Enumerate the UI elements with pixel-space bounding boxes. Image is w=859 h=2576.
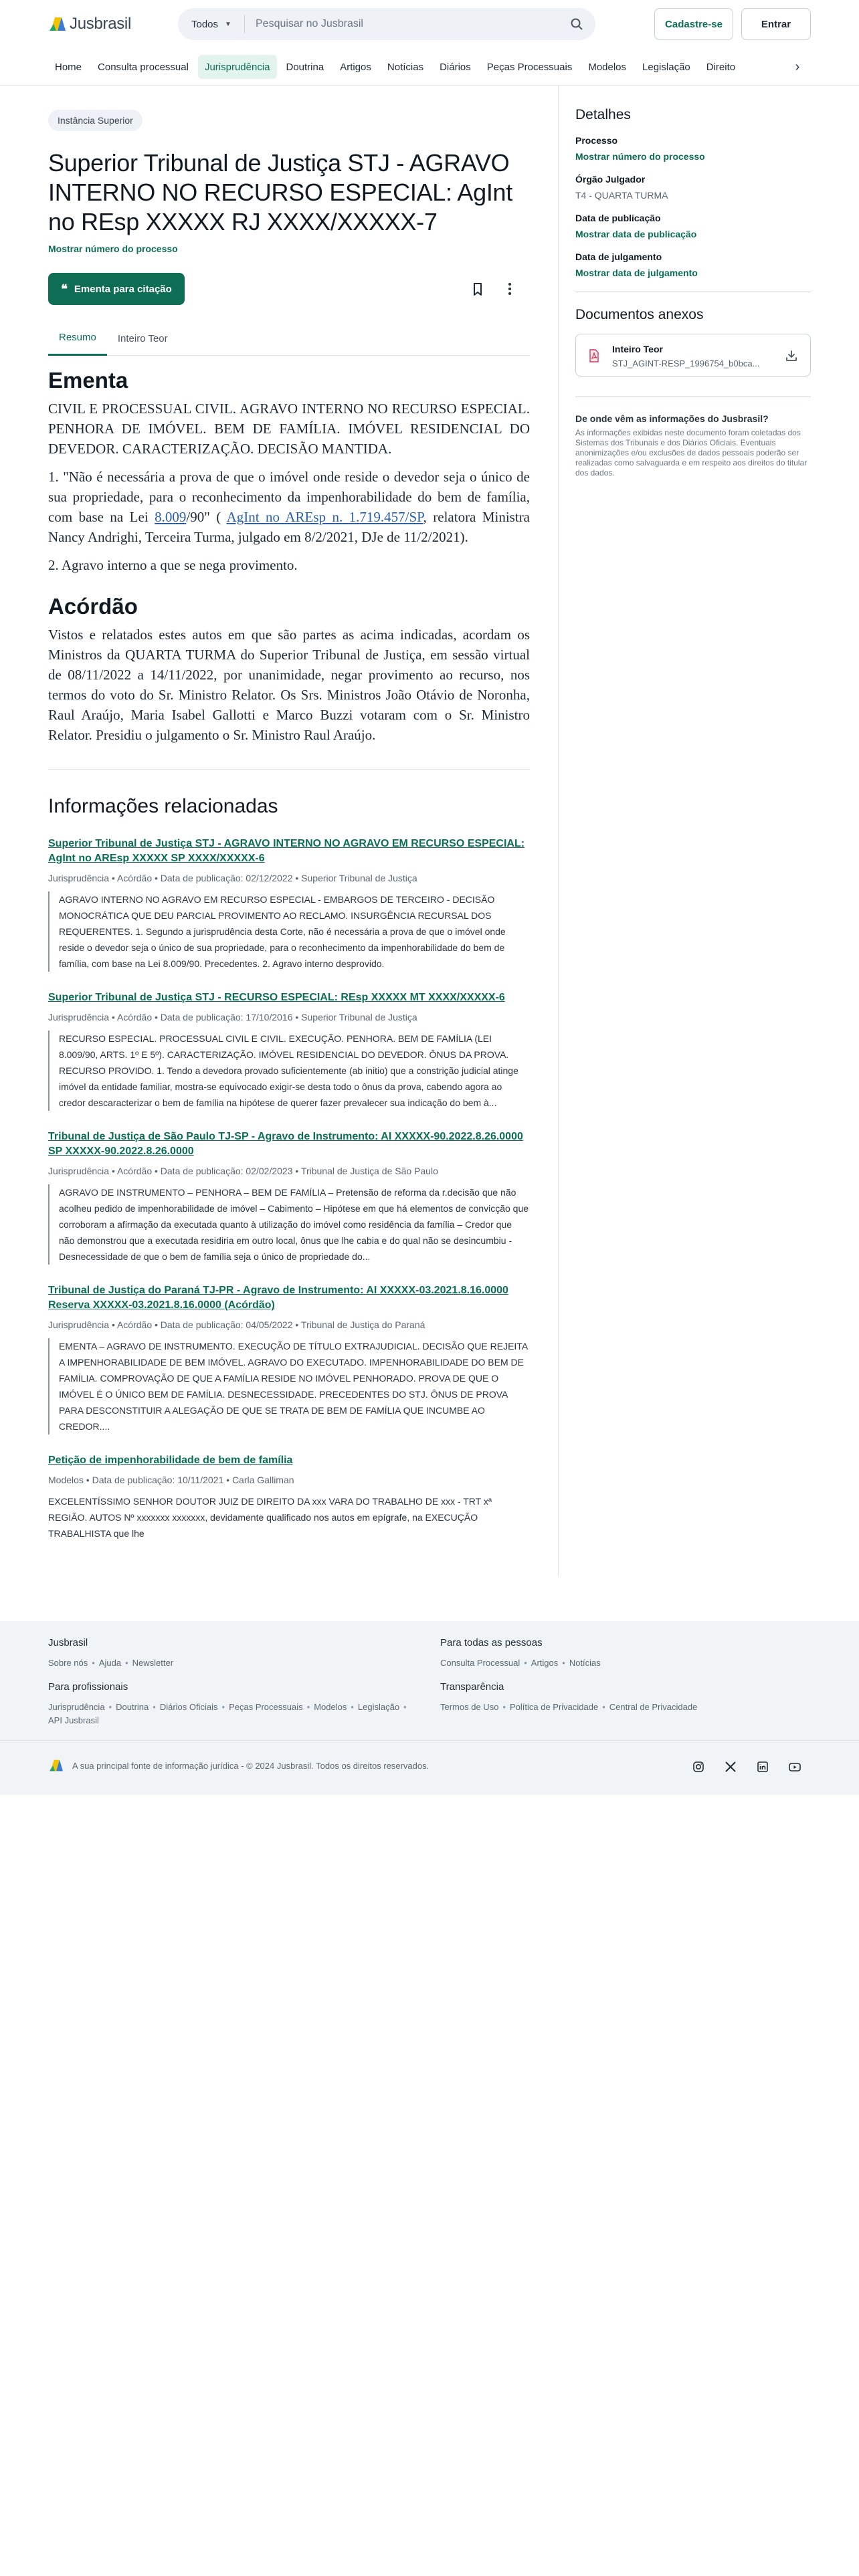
sidebar-show-process-link[interactable]: Mostrar número do processo — [575, 151, 705, 162]
footer-bottom — [48, 1759, 429, 1772]
separator-dot: • — [153, 1702, 156, 1712]
related-item-title[interactable]: Petição de impenhorabilidade de bem de família — [48, 1455, 293, 1466]
related-item-excerpt: EMENTA – AGRAVO DE INSTRUMENTO. EXECUÇÃO DE TÍTULO EXTRAJUDICIAL. DECISÃO QUE REJEITA A IMPENHORABILIDADE DE BEM IMÓVEL. AGRAVO DO EXECUTADO. IMPENHORABILIDADE DO BEM DE FAMÍLIA. COMPROVAÇÃO DE QUE A FAMÍLIA RESIDE NO IMÓVEL PENHORADO. PROVA DE QUE O IMÓVEL É O ÚNICO BEM DE FAMÍLIA. DESNECESSIDADE. PRECEDENTES DO STJ. ÔNUS DE PROVA PARA DESCONSTITUIR A ALEGAÇÃO DE QUE SE TRATA DE BEM DE FAMÍLIA QUE INCUMBE AO CREDOR.... — [48, 1338, 530, 1434]
search-bar — [178, 8, 595, 40]
tab-inteiro-teor[interactable]: Inteiro Teor — [117, 332, 168, 344]
origin-heading: De onde vêm as informações do Jusbrasil? — [575, 413, 769, 424]
footer-link[interactable]: Diários Oficiais — [159, 1702, 218, 1712]
footer-link[interactable]: Política de Privacidade — [509, 1702, 599, 1712]
separator-dot: • — [351, 1702, 354, 1712]
footer-logo-icon — [48, 1759, 64, 1772]
ementa-heading: Ementa — [48, 368, 128, 393]
tab-resumo[interactable]: Resumo — [48, 321, 107, 356]
citation-button-label: Ementa para citação — [74, 283, 172, 295]
related-item-meta: Jurisprudência • Acórdão • Data de publicação: 04/05/2022 • Tribunal de Justiça do Paraná — [48, 1319, 425, 1330]
separator-dot: • — [125, 1658, 128, 1668]
nav-item-modelos[interactable]: Modelos — [588, 61, 627, 73]
related-item-excerpt: EXCELENTÍSSIMO SENHOR DOUTOR JUIZ DE DIREITO DA xxx VARA DO TRABALHO DE xxx - TRT xª REGIÃO. AUTOS Nº xxxxxxx xxxxxxx, devidamente qualificado nos autos em epígrafe, na EXECUÇÃO TRABALHISTA que lhe — [48, 1496, 492, 1539]
acordao-heading: Acórdão — [48, 594, 138, 619]
logo-icon — [48, 16, 67, 32]
separator-dot: • — [524, 1658, 527, 1668]
actions-row — [48, 273, 530, 305]
search-input[interactable] — [256, 18, 550, 30]
content-tabs — [48, 321, 530, 356]
precedent-link[interactable]: AgInt no AREsp n. 1.719.457/SP — [226, 509, 423, 525]
separator-dot: • — [108, 1702, 112, 1712]
footer-link[interactable]: Notícias — [569, 1658, 601, 1668]
pdf-icon — [588, 349, 600, 362]
footer-link[interactable]: Ajuda — [98, 1658, 122, 1668]
footer-link[interactable]: API Jusbrasil — [48, 1715, 99, 1725]
separator-dot: • — [221, 1702, 225, 1712]
judge-value: T4 - QUARTA TURMA — [575, 190, 668, 201]
footer-link[interactable]: Modelos — [314, 1702, 347, 1712]
related-list — [48, 837, 530, 1541]
nav-item-legisla-o[interactable]: Legislação — [642, 61, 690, 73]
sidebar-divider — [558, 86, 559, 1577]
show-process-number-link[interactable]: Mostrar número do processo — [48, 243, 178, 254]
footer-link[interactable]: Consulta Processual — [440, 1658, 520, 1668]
main-nav — [0, 48, 859, 86]
ementa-paragraph-1: 1. "Não é necessária a prova de que o imóvel onde reside o devedor seja o único de sua propriedade, para o reconhecimento da impenhorabilidade do bem de família, com base na Lei 8.009/90" ( AgInt no AREsp n. 1.719.457/SP, relatora Ministra Nancy Andrighi, Terceira Turma, julgado em 8/2/2021, DJe de 11/2/2021). — [48, 469, 531, 545]
more-options-icon[interactable] — [500, 280, 519, 298]
ementa-summary: CIVIL E PROCESSUAL CIVIL. AGRAVO INTERNO NO RECURSO ESPECIAL. PENHORA DE IMÓVEL. BEM DE FAMÍLIA. IMÓVEL RESIDENCIAL DO DEVEDOR. CARACTERIZAÇÃO. DECISÃO MANTIDA. — [48, 401, 530, 457]
nav-item-direito[interactable]: Direito — [706, 61, 736, 73]
publication-label: Data de publicação — [575, 213, 661, 223]
logo-text: Jusbrasil — [70, 15, 131, 33]
login-button[interactable]: Entrar — [741, 8, 811, 40]
page-title: Superior Tribunal de Justiça STJ - AGRAVO INTERNO NO RECURSO ESPECIAL: AgInt no REsp XXXXX RJ XXXX/XXXXX-7 — [48, 149, 512, 235]
footer-link[interactable]: Peças Processuais — [229, 1702, 303, 1712]
footer-col-transparency — [440, 1681, 697, 1714]
sidebar — [575, 107, 811, 478]
search-icon[interactable] — [570, 17, 583, 31]
search-scope-label: Todos — [191, 18, 219, 30]
related-item-title[interactable]: Tribunal de Justiça de São Paulo TJ-SP - Agravo de Instrumento: AI XXXXX-90.2022.8.26.0000 SP XXXXX-90.2022.8.26.0000 — [48, 1131, 523, 1157]
citation-button[interactable] — [48, 273, 185, 305]
documents-heading: Documentos anexos — [575, 307, 704, 322]
related-item-meta: Modelos • Data de publicação: 10/11/2021 • Carla Galliman — [48, 1475, 294, 1485]
footer-link[interactable]: Central de Privacidade — [609, 1702, 698, 1712]
document-card[interactable] — [575, 334, 811, 377]
chevron-down-icon: ▼ — [225, 20, 231, 28]
youtube-icon[interactable] — [788, 1760, 801, 1774]
jusbrasil-logo[interactable] — [48, 15, 131, 33]
separator-dot: • — [562, 1658, 565, 1668]
footer-heading: Para profissionais — [48, 1681, 128, 1693]
nav-item-doutrina[interactable]: Doutrina — [286, 61, 324, 73]
footer-links — [48, 1701, 423, 1714]
separator-dot: • — [502, 1702, 506, 1712]
trial-label: Data de julgamento — [575, 251, 662, 262]
document-name: Inteiro Teor — [612, 344, 663, 354]
footer-link[interactable]: Sobre nós — [48, 1658, 88, 1668]
document-filename: STJ_AGINT-RESP_1996754_b0bca... — [612, 358, 760, 368]
footer-links — [440, 1701, 697, 1714]
nav-item-consulta-processual[interactable]: Consulta processual — [98, 61, 189, 73]
related-item-meta: Jurisprudência • Acórdão • Data de publicação: 17/10/2016 • Superior Tribunal de Justiça — [48, 1012, 417, 1023]
footer-col-professionals — [48, 1681, 423, 1727]
separator-dot: • — [92, 1658, 95, 1668]
signup-button[interactable]: Cadastre-se — [654, 8, 733, 40]
related-item — [48, 1283, 530, 1434]
main-content — [48, 110, 530, 1541]
footer-links — [48, 1656, 173, 1670]
footer-link[interactable]: Artigos — [531, 1658, 559, 1668]
footer-link[interactable]: Legislação — [357, 1702, 400, 1712]
show-publication-date-link[interactable]: Mostrar data de publicação — [575, 229, 697, 239]
related-item-title[interactable]: Superior Tribunal de Justiça STJ - RECURSO ESPECIAL: REsp XXXXX MT XXXX/XXXXX-6 — [48, 992, 505, 1003]
related-item-excerpt: AGRAVO INTERNO NO AGRAVO EM RECURSO ESPECIAL - EMBARGOS DE TERCEIRO - DECISÃO MONOCRÁTICA QUE DEU PARCIAL PROVIMENTO AO RECLAMO. INSURGÊNCIA RECURSAL DOS REQUERENTES. 1. Segundo a jurisprudência desta Corte, não é necessária a prova de que o imóvel onde reside o devedor seja o único de sua propriedade, para o reconhecimento da impenhorabilidade do bem de família, com base na Lei 8.009/90. Precedentes. 2. Agravo interno desprovido. — [48, 891, 530, 972]
bookmark-icon[interactable] — [468, 280, 487, 298]
related-item-meta: Jurisprudência • Acórdão • Data de publicação: 02/02/2023 • Tribunal de Justiça de São Paulo — [48, 1166, 438, 1176]
x-icon[interactable] — [724, 1760, 737, 1774]
nav-item-pe-as-processuais[interactable]: Peças Processuais — [486, 61, 573, 73]
nav-items — [48, 55, 784, 79]
footer-divider — [0, 1740, 859, 1741]
nav-item-not-cias[interactable]: Notícias — [387, 61, 424, 73]
related-item-title[interactable]: Tribunal de Justiça do Paraná TJ-PR - Agravo de Instrumento: AI XXXXX-03.2021.8.16.0000 Reserva XXXXX-03.2021.8.16.0000 (Acórdão) — [48, 1285, 508, 1311]
related-item — [48, 990, 530, 1111]
ementa-paragraph-2: 2. Agravo interno a que se nega provimento. — [48, 557, 298, 573]
linkedin-icon[interactable] — [756, 1760, 769, 1774]
process-label: Processo — [575, 135, 618, 146]
show-trial-date-link[interactable]: Mostrar data de julgamento — [575, 267, 698, 278]
related-item — [48, 1453, 530, 1541]
footer-link[interactable]: Jurisprudência — [48, 1702, 105, 1712]
separator-dot: • — [602, 1702, 605, 1712]
details-heading: Detalhes — [575, 107, 631, 122]
nav-scroll-right-icon[interactable]: › — [785, 55, 809, 79]
copyright-text: A sua principal fonte de informação jurídica - © 2024 Jusbrasil. Todos os direitos reservados. — [72, 1760, 430, 1771]
related-heading: Informações relacionadas — [48, 795, 278, 817]
footer-links — [440, 1656, 601, 1670]
footer-col-jusbrasil — [48, 1637, 173, 1670]
related-item-excerpt: RECURSO ESPECIAL. PROCESSUAL CIVIL E CIVIL. EXECUÇÃO. PENHORA. BEM DE FAMÍLIA (LEI 8.009/90, ARTS. 1º E 5º). CARACTERIZAÇÃO. IMÓVEL RESIDENCIAL DO DEVEDOR. ÔNUS DA PROVA. RECURSO PROVIDO. 1. Tendo a devedora provado suficientemente (ab initio) que a constrição judicial atinge imóvel da entidade familiar, mostra-se equivocado exigir-se desta todo o ônus da prova, cabendo agora ao credor descaracterizar o bem de família na hipótese de querer fazer prevalecer sua indicação do bem à... — [48, 1031, 530, 1111]
instagram-icon[interactable] — [692, 1760, 705, 1774]
footer-link[interactable]: Termos de Uso — [440, 1702, 499, 1712]
related-item-meta: Jurisprudência • Acórdão • Data de publicação: 02/12/2022 • Superior Tribunal de Justiça — [48, 873, 417, 883]
divider — [48, 769, 530, 770]
origin-text: As informações exibidas neste documento foram coletadas dos Sistemas dos Tribunais e dos Diários Oficiais. Eventuais anonimizações e/ou exclusões de dados pessoais poderão ser realizadas como salvaguarda e em respeito aos direitos do titular dos dados. — [575, 428, 807, 477]
footer-heading: Jusbrasil — [48, 1637, 88, 1648]
separator-dot: • — [306, 1702, 310, 1712]
acordao-text: Vistos e relatados estes autos em que são partes as acima indicadas, acordam os Ministros da QUARTA TURMA do Superior Tribunal de Justiça, em sessão virtual de 08/11/2022 a 14/11/2022, por unanimidade, negar provimento ao recurso, nos termos do voto do Sr. Ministro Relator. Os Srs. Ministros João Otávio de Noronha, Raul Araújo, Maria Isabel Gallotti e Marco Buzzi votaram com o Sr. Ministro Relator. Presidiu o julgamento o Sr. Ministro Raul Araújo. — [48, 627, 530, 743]
nav-item-jurisprud-ncia[interactable]: Jurisprudência — [198, 55, 277, 79]
nav-item-di-rios[interactable]: Diários — [440, 61, 471, 73]
footer — [0, 1621, 859, 1795]
quote-icon: ❝ — [61, 282, 68, 296]
law-link[interactable]: 8.009 — [155, 509, 187, 525]
download-icon[interactable] — [785, 349, 798, 362]
related-item-excerpt: AGRAVO DE INSTRUMENTO – PENHORA – BEM DE FAMÍLIA – Pretensão de reforma da r.decisão que não acolheu pedido de impenhorabilidade de imóvel – Cabimento – Hipótese em que há elementos de convicção que corroboram a afirmação da executada quanto à utilização do imóvel como residência da família – Credor que não demonstrou que a executada residiria em outro local, ônus que lhe cabia e do qual não se desincumbiu - Desnecessidade de que o bem de família seja o único de propriedade do... — [48, 1184, 530, 1265]
footer-link[interactable]: Newsletter — [132, 1658, 174, 1668]
related-item — [48, 1130, 530, 1265]
footer-col-people — [440, 1637, 601, 1670]
footer-link[interactable]: Doutrina — [116, 1702, 149, 1712]
instance-chip[interactable]: Instância Superior — [48, 110, 142, 131]
search-scope-select[interactable] — [178, 15, 245, 33]
separator-dot: • — [403, 1702, 407, 1712]
top-bar — [0, 0, 859, 48]
nav-item-home[interactable]: Home — [55, 61, 82, 73]
judge-label: Órgão Julgador — [575, 174, 646, 185]
related-item-title[interactable]: Superior Tribunal de Justiça STJ - AGRAVO INTERNO NO AGRAVO EM RECURSO ESPECIAL: AgInt no AREsp XXXXX SP XXXX/XXXXX-6 — [48, 838, 525, 864]
footer-heading: Para todas as pessoas — [440, 1637, 543, 1648]
related-item — [48, 837, 530, 972]
nav-item-artigos[interactable]: Artigos — [340, 61, 371, 73]
footer-heading: Transparência — [440, 1681, 504, 1693]
